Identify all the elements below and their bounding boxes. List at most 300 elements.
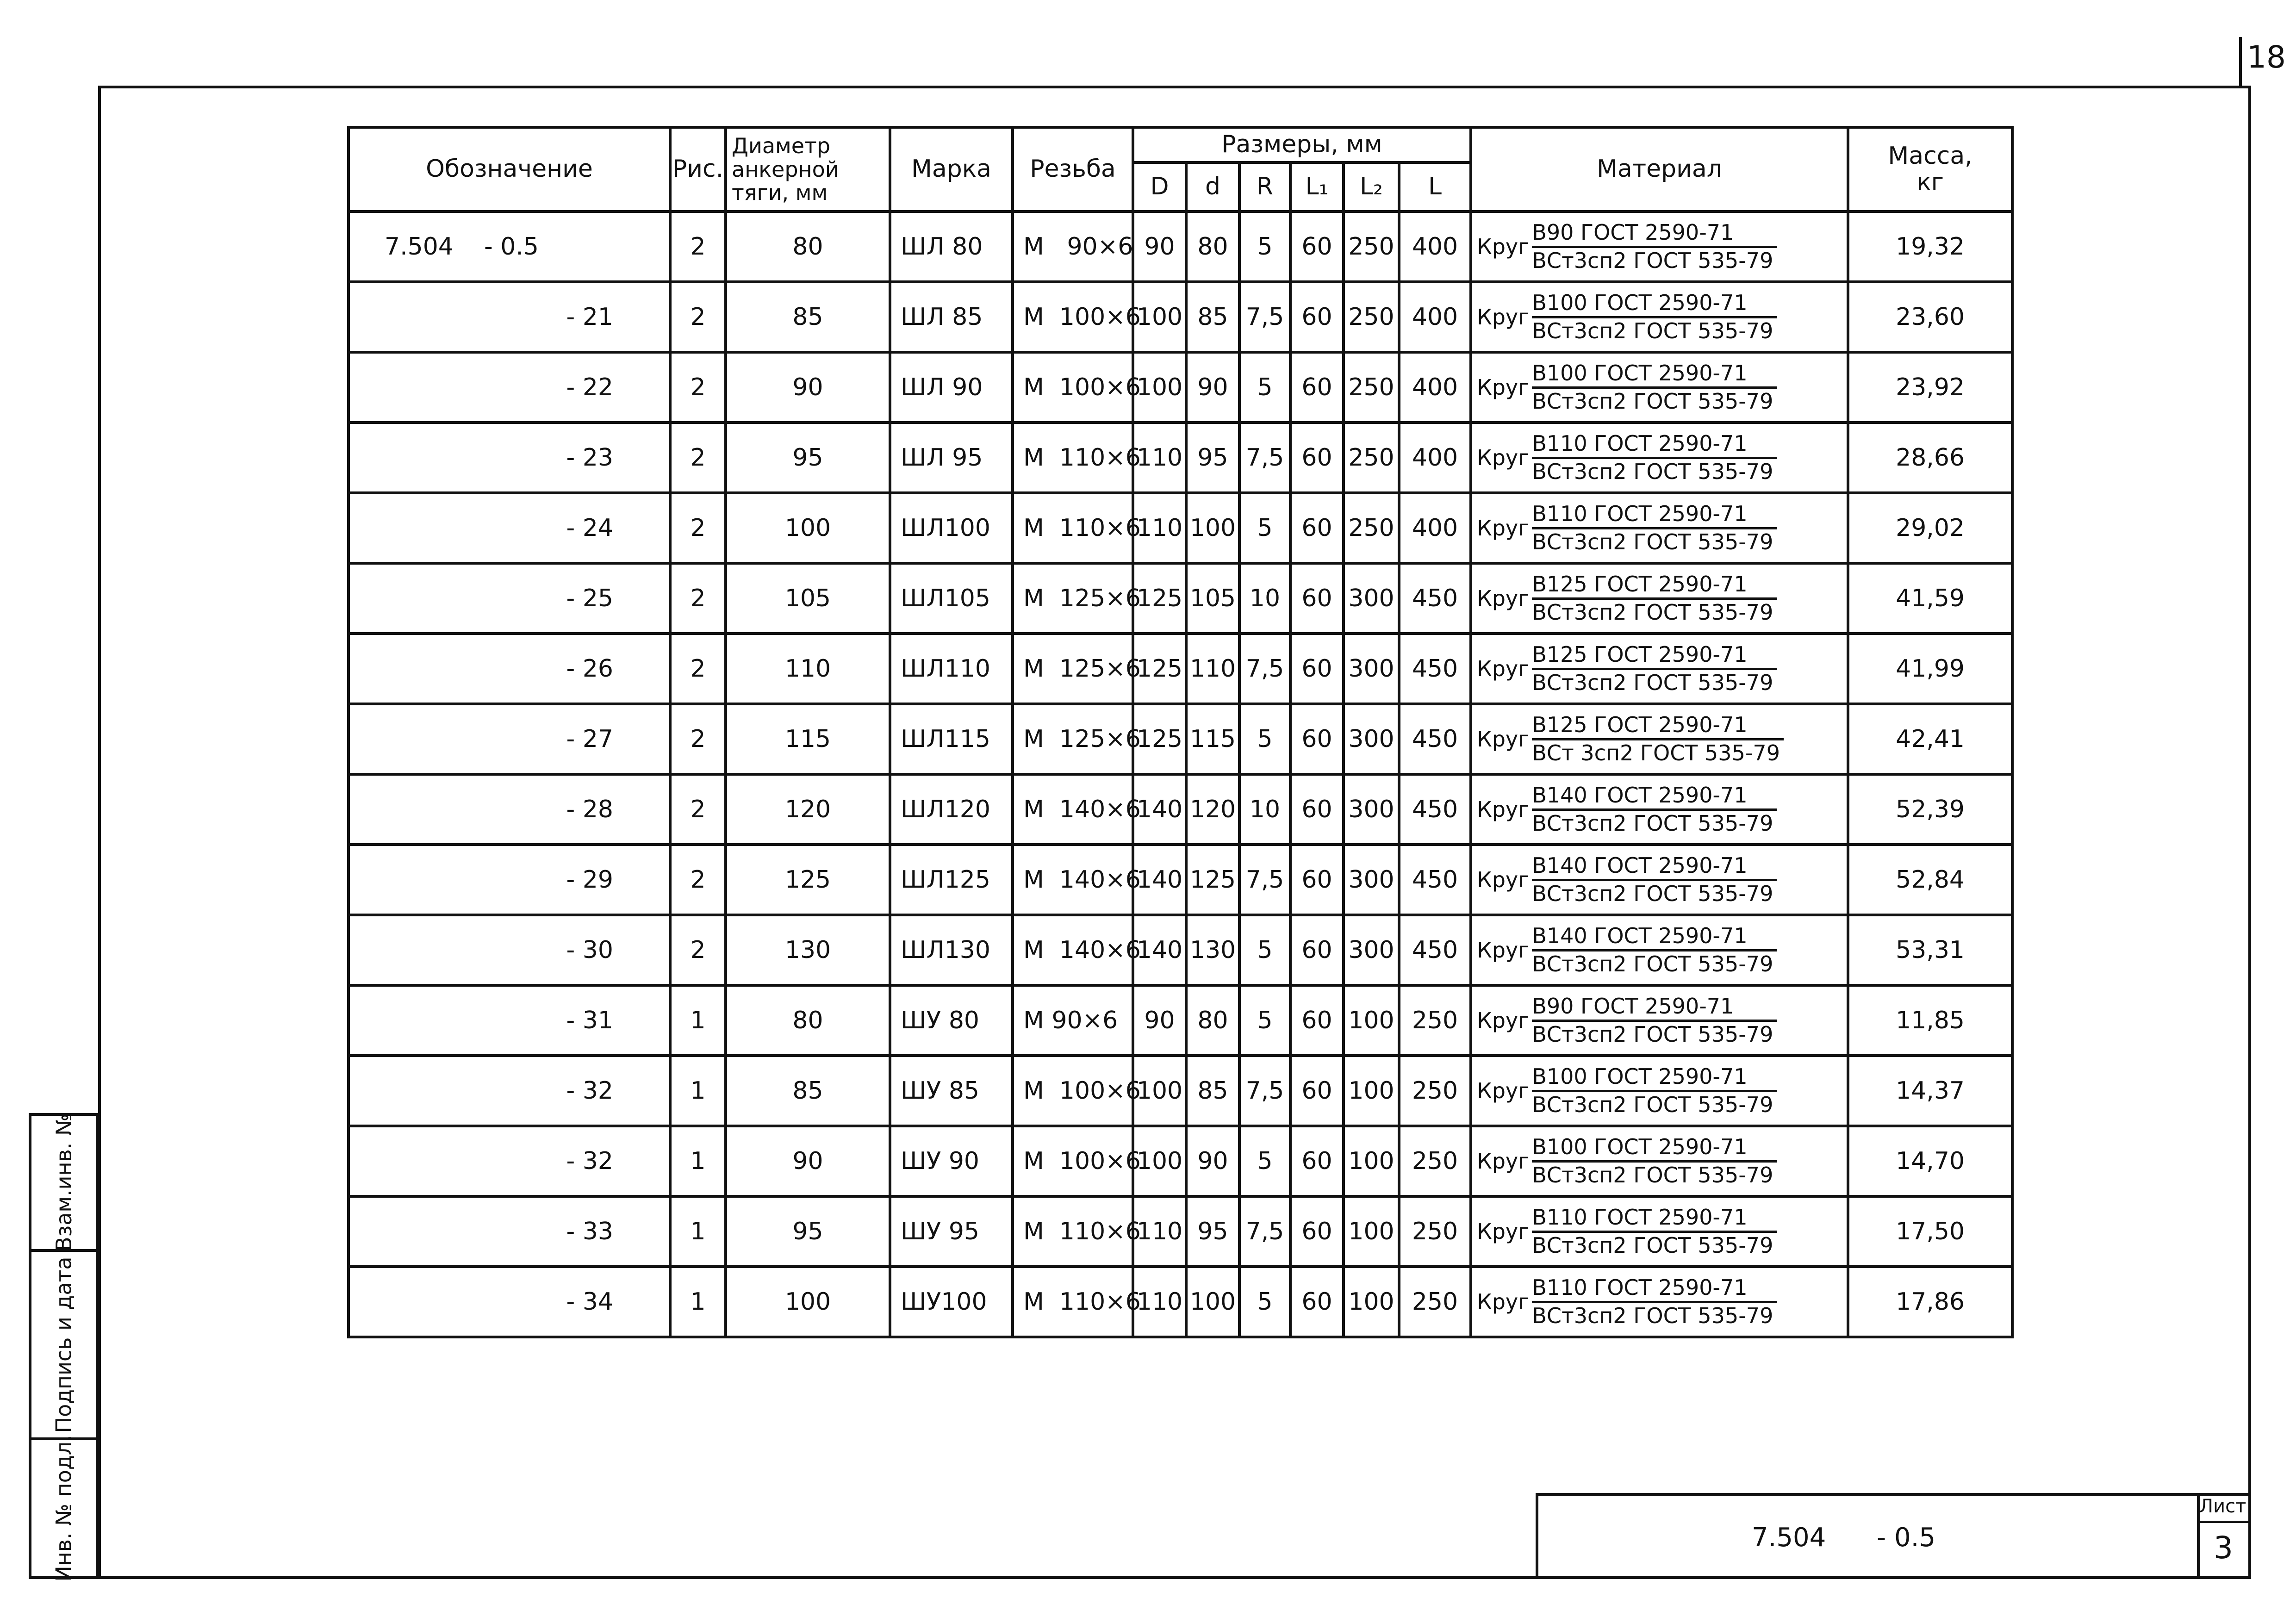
cell-dim-R: 7,5 (1239, 1056, 1290, 1126)
cell-dim-D: 110 (1133, 1267, 1186, 1337)
material-fraction (1532, 1135, 1777, 1187)
material-prefix: Круг (1477, 1078, 1530, 1103)
cell-designation: - 32 (348, 1126, 670, 1196)
cell-rod-diameter: 85 (726, 1056, 890, 1126)
cell-material (1471, 774, 1848, 845)
cell-rod-diameter: 130 (726, 915, 890, 985)
cell-rod-diameter: 120 (726, 774, 890, 845)
cell-mass: 19,32 (1848, 211, 2012, 282)
material-wrapper (1477, 291, 1847, 343)
table-row (348, 774, 2012, 845)
cell-designation: - 33 (348, 1196, 670, 1267)
cell-dim-D: 140 (1133, 915, 1186, 985)
header-designation: Обозначение (348, 127, 670, 211)
cell-figure: 2 (670, 423, 726, 493)
cell-dim-D: 100 (1133, 282, 1186, 352)
cell-material (1471, 845, 1848, 915)
cell-dim-d: 100 (1186, 1267, 1239, 1337)
sheet-label: Лист (2199, 1496, 2246, 1517)
cell-dim-L: 450 (1399, 704, 1471, 774)
cell-mass: 11,85 (1848, 985, 2012, 1056)
header-material: Материал (1471, 127, 1848, 211)
cell-figure: 2 (670, 211, 726, 282)
cell-dim-L: 450 (1399, 915, 1471, 985)
table-row (348, 211, 2012, 282)
cell-dim-L1: 60 (1290, 1196, 1344, 1267)
cell-dim-L1: 60 (1290, 563, 1344, 634)
cell-dim-L1: 60 (1290, 352, 1344, 423)
cell-mass: 52,84 (1848, 845, 2012, 915)
cell-dim-D: 100 (1133, 1126, 1186, 1196)
cell-designation: - 34 (348, 1267, 670, 1337)
table-row (348, 704, 2012, 774)
cell-dim-L: 450 (1399, 634, 1471, 704)
cell-dim-d: 90 (1186, 1126, 1239, 1196)
cell-dim-R: 5 (1239, 704, 1290, 774)
cell-rod-diameter: 100 (726, 1267, 890, 1337)
header-dim-L: L (1399, 162, 1471, 211)
cell-mass: 17,50 (1848, 1196, 2012, 1267)
cell-thread: М 125×6 (1013, 563, 1133, 634)
cell-dim-L1: 60 (1290, 423, 1344, 493)
cell-dim-L: 250 (1399, 1056, 1471, 1126)
cell-dim-L1: 60 (1290, 845, 1344, 915)
header-dim-L1: L₁ (1290, 162, 1344, 211)
cell-dim-d: 120 (1186, 774, 1239, 845)
material-size-standard: В125 ГОСТ 2590-71 (1532, 643, 1777, 670)
material-fraction (1532, 995, 1777, 1046)
cell-dim-R: 7,5 (1239, 423, 1290, 493)
material-fraction (1532, 291, 1777, 343)
cell-designation: - 23 (348, 423, 670, 493)
cell-rod-diameter: 105 (726, 563, 890, 634)
header-dim-D: D (1133, 162, 1186, 211)
cell-thread: М 90×6 (1013, 211, 1133, 282)
material-steel-grade: ВСт3сп2 ГОСТ 535-79 (1532, 1092, 1773, 1117)
cell-dim-L1: 60 (1290, 1267, 1344, 1337)
material-size-standard: В100 ГОСТ 2590-71 (1532, 291, 1777, 318)
material-prefix: Круг (1477, 656, 1530, 681)
cell-dim-R: 7,5 (1239, 634, 1290, 704)
header-mass-line1: Масса, (1888, 142, 1972, 170)
material-size-standard: В110 ГОСТ 2590-71 (1532, 502, 1777, 529)
cell-rod-diameter: 90 (726, 1126, 890, 1196)
cell-dim-L: 250 (1399, 1267, 1471, 1337)
title-block-code: 7.504 (1752, 1523, 1826, 1553)
page-number: 18 (2247, 39, 2286, 75)
material-fraction (1532, 361, 1777, 413)
cell-designation: - 21 (348, 282, 670, 352)
material-size-standard: В125 ГОСТ 2590-71 (1532, 572, 1777, 600)
cell-mass: 29,02 (1848, 493, 2012, 563)
header-rod-diameter (726, 127, 890, 211)
material-size-standard: В100 ГОСТ 2590-71 (1532, 361, 1777, 389)
cell-dim-D: 90 (1133, 985, 1186, 1056)
cell-dim-L: 400 (1399, 493, 1471, 563)
material-wrapper (1477, 643, 1847, 695)
cell-dim-L2: 250 (1344, 211, 1399, 282)
material-prefix: Круг (1477, 516, 1530, 541)
material-prefix: Круг (1477, 1008, 1530, 1033)
cell-dim-d: 85 (1186, 1056, 1239, 1126)
table-row (348, 634, 2012, 704)
material-prefix: Круг (1477, 938, 1530, 963)
table-row (348, 1056, 2012, 1126)
cell-dim-L1: 60 (1290, 985, 1344, 1056)
cell-dim-L1: 60 (1290, 704, 1344, 774)
header-dim-d: d (1186, 162, 1239, 211)
cell-designation: - 27 (348, 704, 670, 774)
cell-figure: 2 (670, 704, 726, 774)
cell-figure: 2 (670, 774, 726, 845)
cell-figure: 1 (670, 1196, 726, 1267)
cell-rod-diameter: 100 (726, 493, 890, 563)
cell-designation: 7.504 - 0.5 (348, 211, 670, 282)
material-fraction (1532, 1276, 1777, 1328)
material-prefix: Круг (1477, 867, 1530, 892)
cell-mass: 17,86 (1848, 1267, 2012, 1337)
material-wrapper (1477, 502, 1847, 554)
specification-table (347, 126, 2014, 1338)
cell-mass: 14,37 (1848, 1056, 2012, 1126)
header-mass (1848, 127, 2012, 211)
cell-dim-L2: 300 (1344, 704, 1399, 774)
header-rod-diameter-line3: тяги, мм (732, 180, 828, 205)
cell-dim-D: 125 (1133, 563, 1186, 634)
side-stamp-replaced-inv-label: Взам.инв. № (51, 1113, 77, 1251)
material-prefix: Круг (1477, 234, 1530, 259)
header-mass-line2: кг (1916, 168, 1944, 196)
cell-dim-L: 250 (1399, 1196, 1471, 1267)
material-size-standard: В100 ГОСТ 2590-71 (1532, 1135, 1777, 1163)
cell-dim-L1: 60 (1290, 1126, 1344, 1196)
material-fraction (1532, 502, 1777, 554)
material-fraction (1532, 713, 1784, 765)
cell-material (1471, 423, 1848, 493)
cell-dim-D: 140 (1133, 845, 1186, 915)
material-fraction (1532, 1206, 1777, 1257)
cell-thread: М 140×6 (1013, 915, 1133, 985)
material-prefix: Круг (1477, 445, 1530, 470)
cell-dim-L2: 300 (1344, 845, 1399, 915)
cell-dim-R: 10 (1239, 563, 1290, 634)
cell-rod-diameter: 110 (726, 634, 890, 704)
cell-rod-diameter: 95 (726, 423, 890, 493)
cell-thread: М 100×6 (1013, 1126, 1133, 1196)
material-steel-grade: ВСт3сп2 ГОСТ 535-79 (1532, 459, 1773, 484)
cell-dim-L: 450 (1399, 563, 1471, 634)
header-rod-diameter-line2: анкерной (732, 156, 839, 182)
cell-material (1471, 704, 1848, 774)
cell-rod-diameter: 115 (726, 704, 890, 774)
header-dimensions: Размеры, мм (1133, 127, 1471, 162)
cell-dim-D: 125 (1133, 704, 1186, 774)
header-row-1 (348, 127, 2012, 162)
table-row (348, 1126, 2012, 1196)
cell-figure: 2 (670, 493, 726, 563)
material-wrapper (1477, 1065, 1847, 1117)
cell-dim-L1: 60 (1290, 915, 1344, 985)
material-prefix: Круг (1477, 727, 1530, 752)
cell-mark: ШЛ125 (890, 845, 1013, 915)
table-row (348, 845, 2012, 915)
cell-dim-D: 100 (1133, 352, 1186, 423)
material-fraction (1532, 924, 1777, 976)
material-fraction (1532, 1065, 1777, 1117)
material-wrapper (1477, 854, 1847, 906)
cell-dim-R: 7,5 (1239, 1196, 1290, 1267)
cell-dim-d: 85 (1186, 282, 1239, 352)
cell-dim-L2: 250 (1344, 282, 1399, 352)
material-wrapper (1477, 784, 1847, 835)
cell-dim-R: 5 (1239, 985, 1290, 1056)
material-size-standard: В140 ГОСТ 2590-71 (1532, 854, 1777, 881)
cell-mark: ШЛ 90 (890, 352, 1013, 423)
cell-material (1471, 1126, 1848, 1196)
material-wrapper (1477, 1135, 1847, 1187)
title-block-suffix: - 0.5 (1877, 1523, 1936, 1553)
cell-mass: 52,39 (1848, 774, 2012, 845)
material-steel-grade: ВСт3сп2 ГОСТ 535-79 (1532, 599, 1773, 625)
cell-mark: ШЛ105 (890, 563, 1013, 634)
cell-dim-L2: 250 (1344, 352, 1399, 423)
header-thread: Резьба (1013, 127, 1133, 211)
side-stamp-signature-date-label: Подпись и дата (51, 1256, 76, 1433)
cell-dim-L1: 60 (1290, 634, 1344, 704)
cell-material (1471, 985, 1848, 1056)
material-wrapper (1477, 572, 1847, 624)
material-size-standard: В125 ГОСТ 2590-71 (1532, 713, 1784, 740)
table-row (348, 352, 2012, 423)
cell-mark: ШЛ130 (890, 915, 1013, 985)
cell-mass: 41,59 (1848, 563, 2012, 634)
cell-dim-R: 5 (1239, 1126, 1290, 1196)
material-wrapper (1477, 1206, 1847, 1257)
table-row (348, 915, 2012, 985)
cell-material (1471, 563, 1848, 634)
cell-mark: ШЛ115 (890, 704, 1013, 774)
cell-mark: ШУ 90 (890, 1126, 1013, 1196)
material-fraction (1532, 221, 1777, 273)
table-row (348, 563, 2012, 634)
material-size-standard: В140 ГОСТ 2590-71 (1532, 784, 1777, 811)
cell-figure: 2 (670, 634, 726, 704)
material-wrapper (1477, 221, 1847, 273)
material-steel-grade: ВСт3сп2 ГОСТ 535-79 (1532, 529, 1773, 554)
cell-material (1471, 1056, 1848, 1126)
cell-thread: М 110×6 (1013, 493, 1133, 563)
cell-dim-L2: 300 (1344, 634, 1399, 704)
cell-dim-L1: 60 (1290, 1056, 1344, 1126)
material-steel-grade: ВСт3сп2 ГОСТ 535-79 (1532, 951, 1773, 976)
material-steel-grade: ВСт3сп2 ГОСТ 535-79 (1532, 1232, 1773, 1258)
cell-thread: М 125×6 (1013, 704, 1133, 774)
table-row (348, 1267, 2012, 1337)
cell-thread: М 110×6 (1013, 1196, 1133, 1267)
cell-dim-L: 450 (1399, 845, 1471, 915)
material-wrapper (1477, 924, 1847, 976)
header-mark: Марка (890, 127, 1013, 211)
cell-designation: - 29 (348, 845, 670, 915)
material-wrapper (1477, 713, 1847, 765)
side-stamp-original-inv-label: Инв. № подл. (51, 1435, 77, 1582)
cell-thread: М 100×6 (1013, 282, 1133, 352)
cell-dim-D: 110 (1133, 423, 1186, 493)
cell-thread: М 110×6 (1013, 1267, 1133, 1337)
table-body (348, 211, 2012, 1337)
cell-dim-L2: 100 (1344, 1126, 1399, 1196)
cell-dim-L2: 100 (1344, 1056, 1399, 1126)
cell-figure: 2 (670, 563, 726, 634)
cell-rod-diameter: 85 (726, 282, 890, 352)
table-row (348, 423, 2012, 493)
cell-dim-R: 5 (1239, 1267, 1290, 1337)
cell-dim-d: 105 (1186, 563, 1239, 634)
material-prefix: Круг (1477, 797, 1530, 822)
cell-figure: 2 (670, 352, 726, 423)
cell-mark: ШУ 80 (890, 985, 1013, 1056)
cell-dim-R: 5 (1239, 493, 1290, 563)
cell-dim-L2: 300 (1344, 774, 1399, 845)
material-prefix: Круг (1477, 586, 1530, 611)
cell-dim-L: 250 (1399, 1126, 1471, 1196)
cell-mass: 28,66 (1848, 423, 2012, 493)
material-fraction (1532, 572, 1777, 624)
cell-mark: ШЛ 85 (890, 282, 1013, 352)
cell-dim-D: 140 (1133, 774, 1186, 845)
cell-mark: ШУ 95 (890, 1196, 1013, 1267)
material-size-standard: В110 ГОСТ 2590-71 (1532, 432, 1777, 459)
cell-rod-diameter: 125 (726, 845, 890, 915)
cell-dim-R: 10 (1239, 774, 1290, 845)
material-steel-grade: ВСт3сп2 ГОСТ 535-79 (1532, 1021, 1773, 1047)
cell-dim-d: 80 (1186, 985, 1239, 1056)
cell-designation: - 25 (348, 563, 670, 634)
cell-thread: М 90×6 (1013, 985, 1133, 1056)
material-size-standard: В110 ГОСТ 2590-71 (1532, 1276, 1777, 1303)
cell-designation: - 26 (348, 634, 670, 704)
header-dim-R: R (1239, 162, 1290, 211)
material-steel-grade: ВСт3сп2 ГОСТ 535-79 (1532, 1303, 1773, 1328)
cell-figure: 1 (670, 985, 726, 1056)
frame-right (2248, 86, 2251, 1579)
cell-dim-L2: 100 (1344, 985, 1399, 1056)
cell-dim-d: 90 (1186, 352, 1239, 423)
cell-dim-L1: 60 (1290, 493, 1344, 563)
cell-mark: ШЛ 95 (890, 423, 1013, 493)
cell-dim-L2: 300 (1344, 563, 1399, 634)
cell-figure: 1 (670, 1267, 726, 1337)
cell-mark: ШЛ 80 (890, 211, 1013, 282)
material-size-standard: В90 ГОСТ 2590-71 (1532, 221, 1777, 248)
material-steel-grade: ВСт 3сп2 ГОСТ 535-79 (1532, 740, 1780, 765)
cell-mark: ШЛ120 (890, 774, 1013, 845)
cell-figure: 2 (670, 915, 726, 985)
cell-dim-L2: 100 (1344, 1267, 1399, 1337)
cell-figure: 2 (670, 282, 726, 352)
cell-rod-diameter: 80 (726, 211, 890, 282)
cell-dim-L2: 100 (1344, 1196, 1399, 1267)
material-fraction (1532, 854, 1777, 906)
cell-dim-L1: 60 (1290, 774, 1344, 845)
cell-dim-R: 5 (1239, 915, 1290, 985)
cell-figure: 1 (670, 1056, 726, 1126)
cell-dim-L1: 60 (1290, 211, 1344, 282)
material-prefix: Круг (1477, 1289, 1530, 1314)
side-stamp-original-inv (29, 1435, 99, 1582)
material-prefix: Круг (1477, 305, 1530, 330)
material-size-standard: В110 ГОСТ 2590-71 (1532, 1206, 1777, 1233)
material-wrapper (1477, 1276, 1847, 1328)
cell-mark: ШЛ100 (890, 493, 1013, 563)
cell-dim-D: 110 (1133, 493, 1186, 563)
cell-dim-L2: 300 (1344, 915, 1399, 985)
cell-thread: М 140×6 (1013, 845, 1133, 915)
material-steel-grade: ВСт3сп2 ГОСТ 535-79 (1532, 1162, 1773, 1188)
cell-dim-R: 5 (1239, 352, 1290, 423)
cell-dim-R: 5 (1239, 211, 1290, 282)
header-rod-diameter-line1: Диаметр (732, 133, 831, 159)
material-steel-grade: ВСт3сп2 ГОСТ 535-79 (1532, 318, 1773, 343)
cell-mass: 53,31 (1848, 915, 2012, 985)
cell-mark: ШУ100 (890, 1267, 1013, 1337)
material-size-standard: В140 ГОСТ 2590-71 (1532, 924, 1777, 951)
cell-mass: 14,70 (1848, 1126, 2012, 1196)
material-prefix: Круг (1477, 1219, 1530, 1244)
material-prefix: Круг (1477, 375, 1530, 400)
cell-mark: ШЛ110 (890, 634, 1013, 704)
cell-material (1471, 352, 1848, 423)
header-dim-L2: L₂ (1344, 162, 1399, 211)
cell-dim-d: 110 (1186, 634, 1239, 704)
cell-dim-L2: 250 (1344, 493, 1399, 563)
side-stamp-signature-date (29, 1249, 99, 1440)
material-fraction (1532, 643, 1777, 695)
cell-dim-L: 250 (1399, 985, 1471, 1056)
table-row (348, 282, 2012, 352)
material-size-standard: В100 ГОСТ 2590-71 (1532, 1065, 1777, 1092)
material-steel-grade: ВСт3сп2 ГОСТ 535-79 (1532, 388, 1773, 414)
material-wrapper (1477, 361, 1847, 413)
cell-dim-D: 110 (1133, 1196, 1186, 1267)
cell-thread: М 125×6 (1013, 634, 1133, 704)
material-steel-grade: ВСт3сп2 ГОСТ 535-79 (1532, 881, 1773, 906)
cell-thread: М 140×6 (1013, 774, 1133, 845)
table-row (348, 493, 2012, 563)
frame-top (98, 86, 2251, 88)
cell-thread: М 100×6 (1013, 1056, 1133, 1126)
cell-rod-diameter: 95 (726, 1196, 890, 1267)
table-row (348, 985, 2012, 1056)
cell-dim-d: 95 (1186, 1196, 1239, 1267)
cell-dim-L1: 60 (1290, 282, 1344, 352)
cell-designation: - 28 (348, 774, 670, 845)
sheet-number: 3 (2214, 1530, 2233, 1566)
material-wrapper (1477, 995, 1847, 1046)
cell-designation: - 24 (348, 493, 670, 563)
cell-thread: М 100×6 (1013, 352, 1133, 423)
cell-dim-R: 7,5 (1239, 845, 1290, 915)
cell-mass: 42,41 (1848, 704, 2012, 774)
material-steel-grade: ВСт3сп2 ГОСТ 535-79 (1532, 670, 1773, 695)
cell-material (1471, 1196, 1848, 1267)
cell-dim-d: 100 (1186, 493, 1239, 563)
cell-dim-R: 7,5 (1239, 282, 1290, 352)
cell-dim-d: 80 (1186, 211, 1239, 282)
material-prefix: Круг (1477, 1149, 1530, 1174)
cell-dim-L: 450 (1399, 774, 1471, 845)
material-size-standard: В90 ГОСТ 2590-71 (1532, 995, 1777, 1022)
